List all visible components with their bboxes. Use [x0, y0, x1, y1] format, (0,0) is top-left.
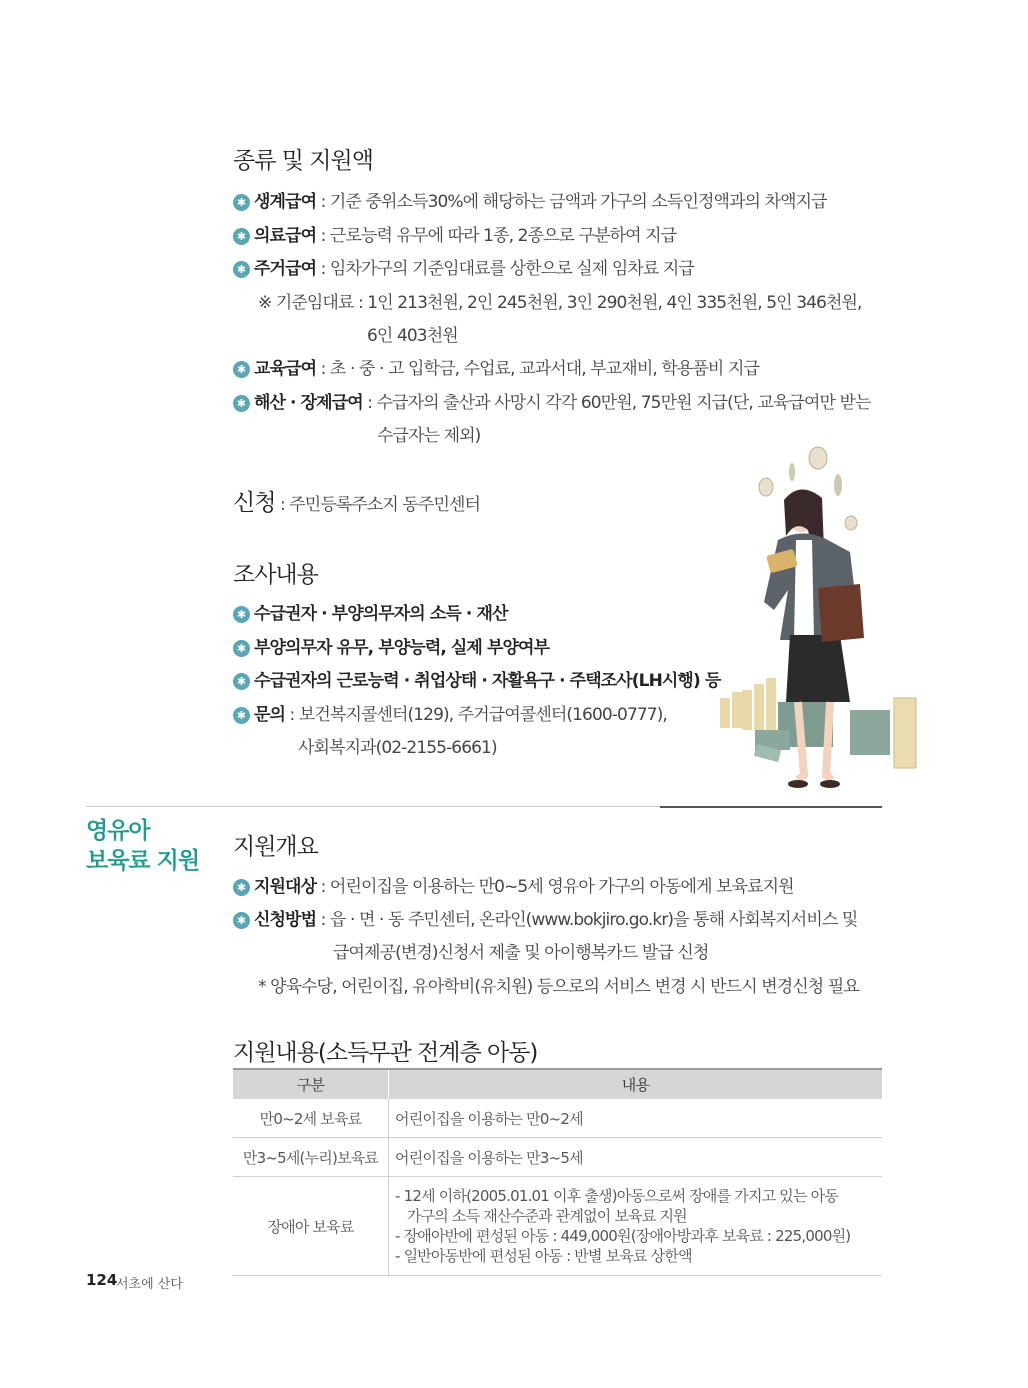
- star-bullet-icon: ✱: [233, 673, 250, 690]
- list-item: ✱ 부양의무자 유무, 부양능력, 실제 부양여부: [233, 633, 549, 658]
- star-bullet-icon: ✱: [233, 228, 250, 245]
- section-title: 영유아 보육료 지원: [86, 818, 200, 874]
- woman-money-illustration: [700, 440, 925, 800]
- star-bullet-icon: ✱: [233, 879, 250, 896]
- star-bullet-icon: ✱: [233, 640, 250, 657]
- list-item: ✱ 문의 : 보건복지콜센터(129), 주거급여콜센터(1600-0777),: [233, 700, 667, 725]
- rent-note: ※ 기준임대료 : 1인 213천원, 2인 245천원, 3인 290천원, 4인 335천원, 5인 346천원,: [258, 293, 862, 313]
- list-item-cont: 급여제공(변경)신청서 제출 및 아이행복카드 발급 신청: [333, 943, 709, 963]
- header-type: 구분: [233, 1069, 389, 1099]
- star-bullet-icon: ✱: [233, 395, 250, 412]
- list-item: ✱ 수급권자의 근로능력 · 취업상태 · 자활욕구 · 주택조사(LH시행) 등: [233, 666, 720, 691]
- cell-type: 만0~2세 보육료: [233, 1099, 389, 1138]
- star-bullet-icon: ✱: [233, 194, 250, 211]
- cell-type: 장애아 보육료: [233, 1177, 389, 1276]
- page-number: 124: [86, 1271, 118, 1289]
- footer-title: 서초에 산다: [116, 1277, 183, 1292]
- apply-line: 신청 : 주민등록주소지 동주민센터: [233, 490, 481, 516]
- support-table: [233, 1068, 882, 1276]
- overview-heading: 지원개요: [233, 834, 318, 860]
- list-item: ✱ 주거급여 : 임차가구의 기준임대료를 상한으로 실제 임차료 지급: [233, 254, 694, 279]
- types-heading: 종류 및 지원액: [233, 148, 373, 174]
- cell-content: 어린이집을 이용하는 만3~5세: [389, 1138, 883, 1177]
- cell-content: 어린이집을 이용하는 만0~2세: [389, 1099, 883, 1138]
- list-item: ✱ 지원대상 : 어린이집을 이용하는 만0~5세 영유아 가구의 아동에게 보육료지원: [233, 872, 794, 897]
- rent-note-cont: 6인 403천원: [367, 326, 458, 346]
- list-item: ✱ 수급권자 · 부양의무자의 소득 · 재산: [233, 599, 508, 624]
- cell-type: 만3~5세(누리)보육료: [233, 1138, 389, 1177]
- star-bullet-icon: ✱: [233, 707, 250, 724]
- section-divider-dark: [660, 806, 882, 808]
- star-bullet-icon: ✱: [233, 912, 250, 929]
- list-item: ✱ 생계급여 : 기준 중위소득30%에 해당하는 금액과 가구의 소득인정액과의 차액지급: [233, 187, 827, 212]
- section-divider: [86, 806, 660, 807]
- list-item-cont: 사회복지과(02-2155-6661): [298, 738, 497, 758]
- list-item-cont: 수급자는 제외): [377, 426, 481, 446]
- star-bullet-icon: ✱: [233, 361, 250, 378]
- list-item: ✱ 해산 · 장제급여 : 수급자의 출산과 사망시 각각 60만원, 75만원 지급(단, 교육급여만 받는: [233, 388, 871, 413]
- list-item: ✱ 의료급여 : 근로능력 유무에 따라 1종, 2종으로 구분하여 지급: [233, 221, 676, 246]
- table-row: [233, 1099, 882, 1138]
- list-item: ✱ 신청방법 : 읍 · 면 · 동 주민센터, 온라인(www.bokjiro.go.kr)을 통해 사회복지서비스 및: [233, 905, 857, 930]
- change-note: * 양육수당, 어린이집, 유아학비(유치원) 등으로의 서비스 변경 시 반드시 변경신청 필요: [258, 977, 859, 997]
- survey-heading: 조사내용: [233, 562, 318, 588]
- list-item: ✱ 교육급여 : 초 · 중 · 고 입학금, 수업료, 교과서대, 부교재비, 학용품비 지급: [233, 354, 759, 379]
- table-header-row: [233, 1069, 882, 1099]
- table-row: [233, 1138, 882, 1177]
- content-heading: 지원내용(소득무관 전계층 아동): [233, 1040, 538, 1066]
- star-bullet-icon: ✱: [233, 606, 250, 623]
- header-content: 내용: [389, 1069, 883, 1099]
- table-row: [233, 1177, 882, 1276]
- star-bullet-icon: ✱: [233, 261, 250, 278]
- cell-content: - 12세 이하(2005.01.01 이후 출생)아동으로써 장애를 가지고 있는 아동 가구의 소득 재산수준과 관계없이 보육료 지원 - 장애아반에 편성된 아동 : 449,000원(장애아방과후 보육료 : 225,000원) - 일반아동반에 편성된 아동 : 반별 보육료 상한액: [389, 1177, 883, 1276]
